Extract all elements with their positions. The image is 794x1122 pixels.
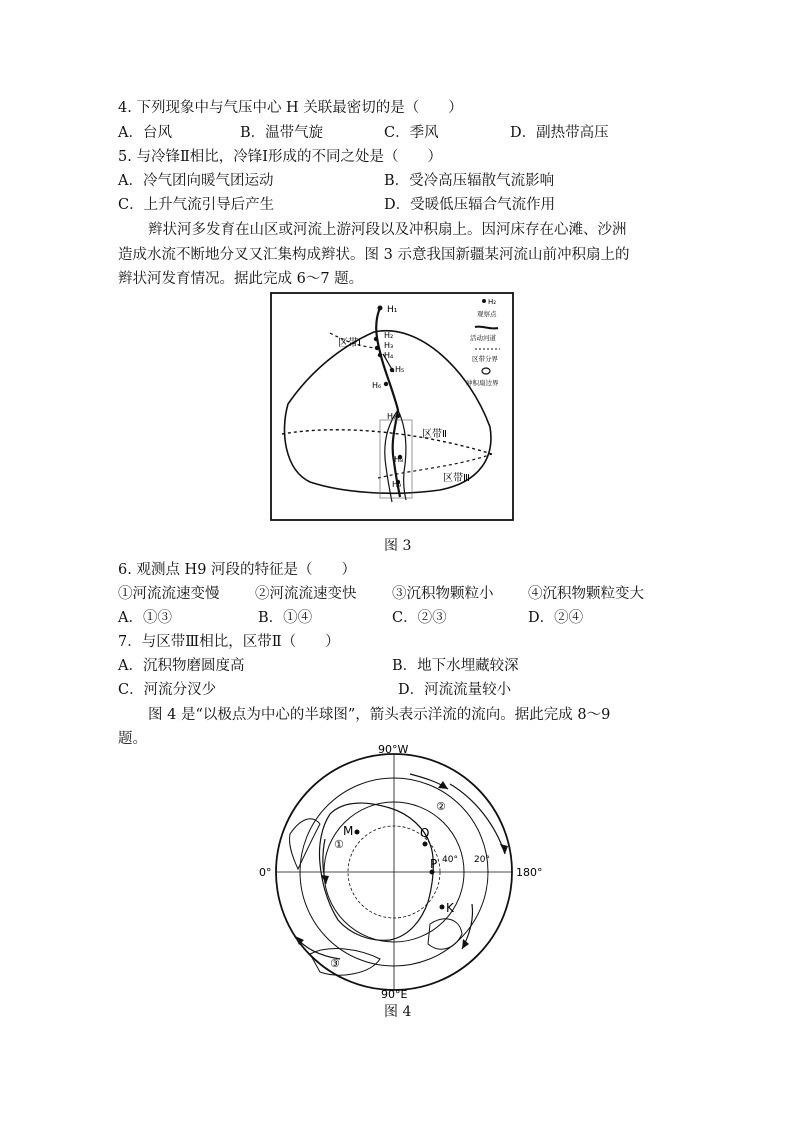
zone-1-label: 区带Ⅰ (338, 338, 361, 349)
legend-boundary-label: 区带分界 (472, 355, 498, 363)
q7-option-b: B．地下水埋藏较深 (392, 658, 519, 674)
label-K: K (446, 901, 454, 915)
q6-option-b: B．①④ (258, 610, 313, 626)
q5-option-d: D．受暖低压辐合气流作用 (384, 197, 556, 213)
label-180deg: 180° (516, 866, 543, 879)
intro-8-9-line-2: 题。 (118, 731, 147, 747)
q4-option-d: D．副热带高压 (510, 125, 609, 141)
q4-stem: 4. 下列现象中与气压中心 H 关联最密切的是（ ） (118, 100, 463, 116)
figure-4-caption: 图 4 (384, 1004, 412, 1020)
q6-option-c: C．②③ (392, 610, 447, 626)
label-90e: 90°E (381, 988, 408, 1000)
point-h5: H₅ (395, 365, 405, 374)
label-90w: 90°W (378, 744, 409, 756)
q6-stem: 6. 观测点 H9 河段的特征是（ ） (118, 562, 357, 578)
label-M: M (343, 824, 354, 838)
q7-option-c: C．河流分汊少 (118, 682, 217, 698)
q4-option-b: B．温带气旋 (240, 125, 324, 141)
point-h7: H₇ (387, 412, 397, 421)
intro-6-7-line-1: 辫状河多发育在山区或河流上游河段以及冲积扇上。因河床存在心滩、沙洲 (148, 222, 627, 238)
q7-option-d: D．河流流量较小 (398, 682, 512, 698)
label-current-3: ③ (330, 957, 340, 970)
q6-statement-3: ③沉积物颗粒小 (392, 586, 494, 602)
point-h6: H₆ (372, 381, 382, 390)
q6-statement-4: ④沉积物颗粒变大 (528, 586, 644, 602)
q4-option-a: A．台风 (118, 125, 172, 141)
point-h4: H₄ (384, 351, 394, 360)
zone-3-label: 区带Ⅲ (443, 473, 470, 484)
intro-8-9-line-1: 图 4 是“以极点为中心的半球图”，箭头表示洋流的流向。据此完成 8～9 (148, 707, 611, 723)
intro-6-7-line-3: 辫状河发育情况。据此完成 6～7 题。 (118, 271, 364, 287)
legend-point-label: 观察点 (477, 310, 497, 318)
point-h1: H₁ (387, 305, 398, 315)
q6-option-a: A．①③ (118, 610, 172, 626)
q5-option-b: B．受冷高压辐散气流影响 (384, 173, 555, 189)
intro-6-7-line-2: 造成水流不断地分叉又汇集构成辫状。图 3 示意我国新疆某河流山前冲积扇上的 (118, 247, 630, 263)
point-h8: H₈ (394, 455, 404, 464)
label-current-1: ① (334, 838, 344, 851)
q5-option-a: A．冷气团向暖气团运动 (118, 173, 274, 189)
figure-4-polar-hemisphere-map (250, 744, 550, 1000)
label-0deg: 0° (259, 866, 272, 879)
label-P: P (430, 857, 438, 871)
point-h2: H₂ (384, 331, 394, 340)
q4-option-c: C．季风 (384, 125, 439, 141)
figure-3-caption: 图 3 (384, 538, 412, 554)
q7-option-a: A．沉积物磨圆度高 (118, 658, 245, 674)
q5-option-c: C．上升气流引导后产生 (118, 197, 275, 213)
legend-river-label: 活动河道 (470, 334, 496, 342)
zone-2-label: 区带Ⅱ (422, 429, 447, 440)
point-h9: H₉ (392, 480, 402, 489)
q5-stem: 5. 与冷锋Ⅱ相比，冷锋Ⅰ形成的不同之处是（ ） (118, 149, 443, 165)
figure-3-braided-river-map (270, 292, 515, 522)
q6-statement-2: ②河流流速变快 (255, 586, 357, 602)
label-current-2: ② (436, 800, 446, 813)
label-lat-20: 20° (474, 855, 490, 865)
legend-point-symbol: H₂ (488, 298, 497, 306)
q6-option-d: D．②④ (528, 610, 584, 626)
legend-fan-edge-label: 冲积扇边界 (466, 379, 499, 387)
point-h3: H₃ (384, 341, 394, 350)
q7-stem: 7．与区带Ⅲ相比，区带Ⅱ（ ） (118, 634, 340, 650)
label-Q: Q (420, 826, 430, 840)
label-lat-40: 40° (442, 855, 458, 865)
q6-statement-1: ①河流流速变慢 (118, 586, 220, 602)
